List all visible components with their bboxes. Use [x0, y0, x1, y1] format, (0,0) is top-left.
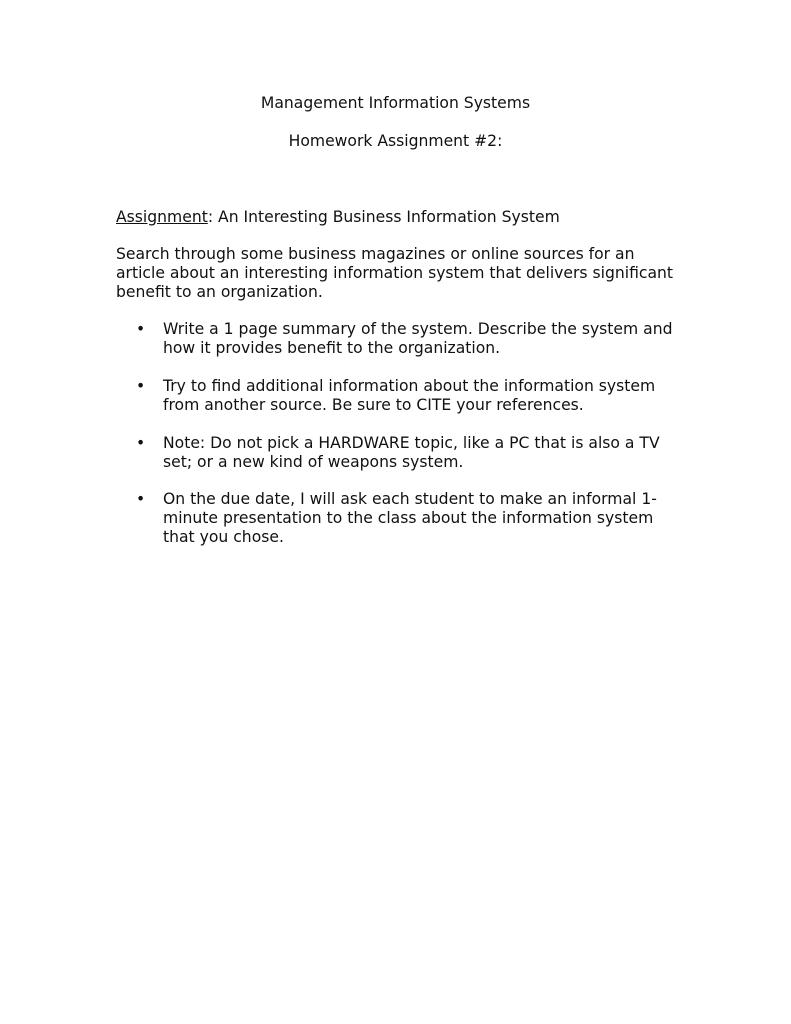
document-subtitle: Homework Assignment #2:: [288, 132, 503, 150]
assignment-text: : An Interesting Business Information System: [207, 208, 560, 226]
intro-paragraph: Search through some business magazines or online sources for an article about an interesting information system that delivers significant benefit to an organization.: [116, 245, 674, 301]
document-title: Management Information Systems: [260, 94, 531, 112]
bullet-text: On the due date, I will ask each student to make an informal 1-minute presentation to the class about the information system that you chose.: [163, 490, 657, 546]
bullet-icon: •: [136, 320, 146, 338]
bullet-text: Try to find additional information about the information system from another source. Be sure to CITE your references.: [163, 377, 656, 414]
bullet-text: Write a 1 page summary of the system. Describe the system and how it provides benefit to the organization.: [163, 320, 673, 357]
bullet-text: Note: Do not pick a HARDWARE topic, like a PC that is also a TV set; or a new kind of weapons system.: [163, 434, 660, 471]
bullet-icon: •: [136, 490, 146, 508]
bullet-icon: •: [136, 434, 146, 452]
bullet-icon: •: [136, 377, 146, 395]
assignment-label: Assignment: [116, 208, 208, 226]
assignment-heading: [116, 207, 560, 227]
